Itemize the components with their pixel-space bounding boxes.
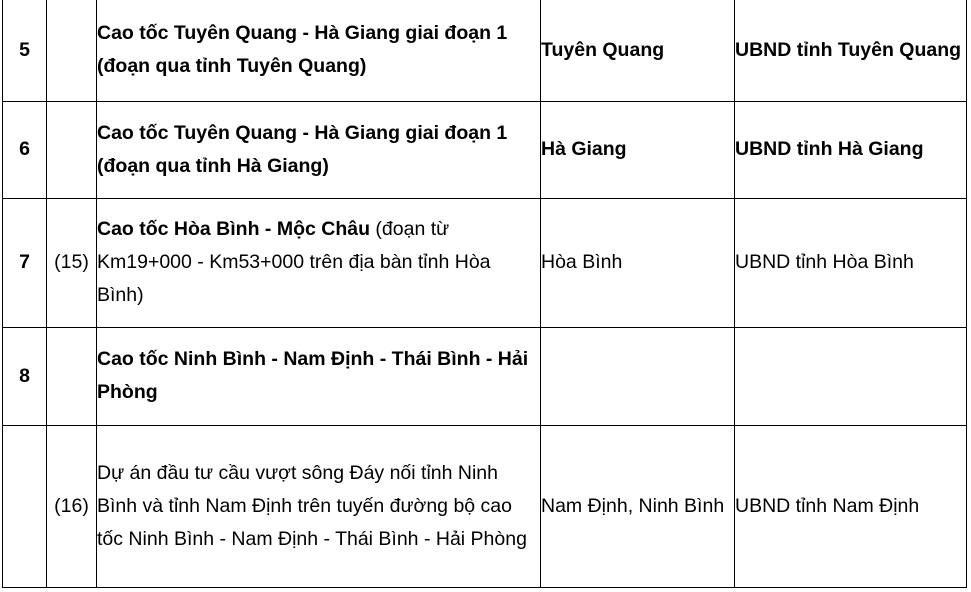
project-name (97, 425, 541, 587)
project-table (2, 0, 967, 588)
table-row (3, 101, 967, 198)
managing-authority: UBND tỉnh Nam Định (735, 425, 967, 587)
project-name (97, 198, 541, 327)
project-name (97, 0, 541, 101)
managing-authority: UBND tỉnh Tuyên Quang (735, 0, 967, 101)
project-location (541, 327, 735, 425)
row-number: 7 (3, 198, 47, 327)
table-row (3, 0, 967, 101)
table-row (3, 425, 967, 587)
project-location: Nam Định, Ninh Bình (541, 425, 735, 587)
row-number: 6 (3, 101, 47, 198)
table-row (3, 327, 967, 425)
sub-number (47, 327, 97, 425)
project-name (97, 101, 541, 198)
project-name-bold: Cao tốc Hòa Bình - Mộc Châu (97, 218, 370, 240)
sub-number (47, 101, 97, 198)
project-name-detail: Dự án đầu tư cầu vượt sông Đáy nối tỉnh Ninh Bình và tỉnh Nam Định trên tuyến đường bộ cao tốc Ninh Bình - Nam Định - Thái Bình - Hải Phòng (97, 461, 527, 550)
sub-number: (16) (47, 425, 97, 587)
project-location: Hòa Bình (541, 198, 735, 327)
sub-number: (15) (47, 198, 97, 327)
project-name-bold: Cao tốc Tuyên Quang - Hà Giang giai đoạn 1 (đoạn qua tỉnh Tuyên Quang) (97, 22, 508, 78)
row-number (3, 425, 47, 587)
project-name-detail: (đoạn từ Km19+000 - Km53+000 trên địa bàn tỉnh Hòa Bình) (97, 218, 491, 306)
project-location: Tuyên Quang (541, 0, 735, 101)
project-name-bold: Cao tốc Ninh Bình - Nam Định - Thái Bình - Hải Phòng (97, 348, 529, 403)
row-number: 5 (3, 0, 47, 101)
managing-authority: UBND tỉnh Hà Giang (735, 101, 967, 198)
project-location: Hà Giang (541, 101, 735, 198)
project-name (97, 327, 541, 425)
managing-authority (735, 327, 967, 425)
project-name-bold: Cao tốc Tuyên Quang - Hà Giang giai đoạn 1 (đoạn qua tỉnh Hà Giang) (97, 121, 508, 177)
managing-authority: UBND tỉnh Hòa Bình (735, 198, 967, 327)
table-row (3, 198, 967, 327)
sub-number (47, 0, 97, 101)
row-number: 8 (3, 327, 47, 425)
